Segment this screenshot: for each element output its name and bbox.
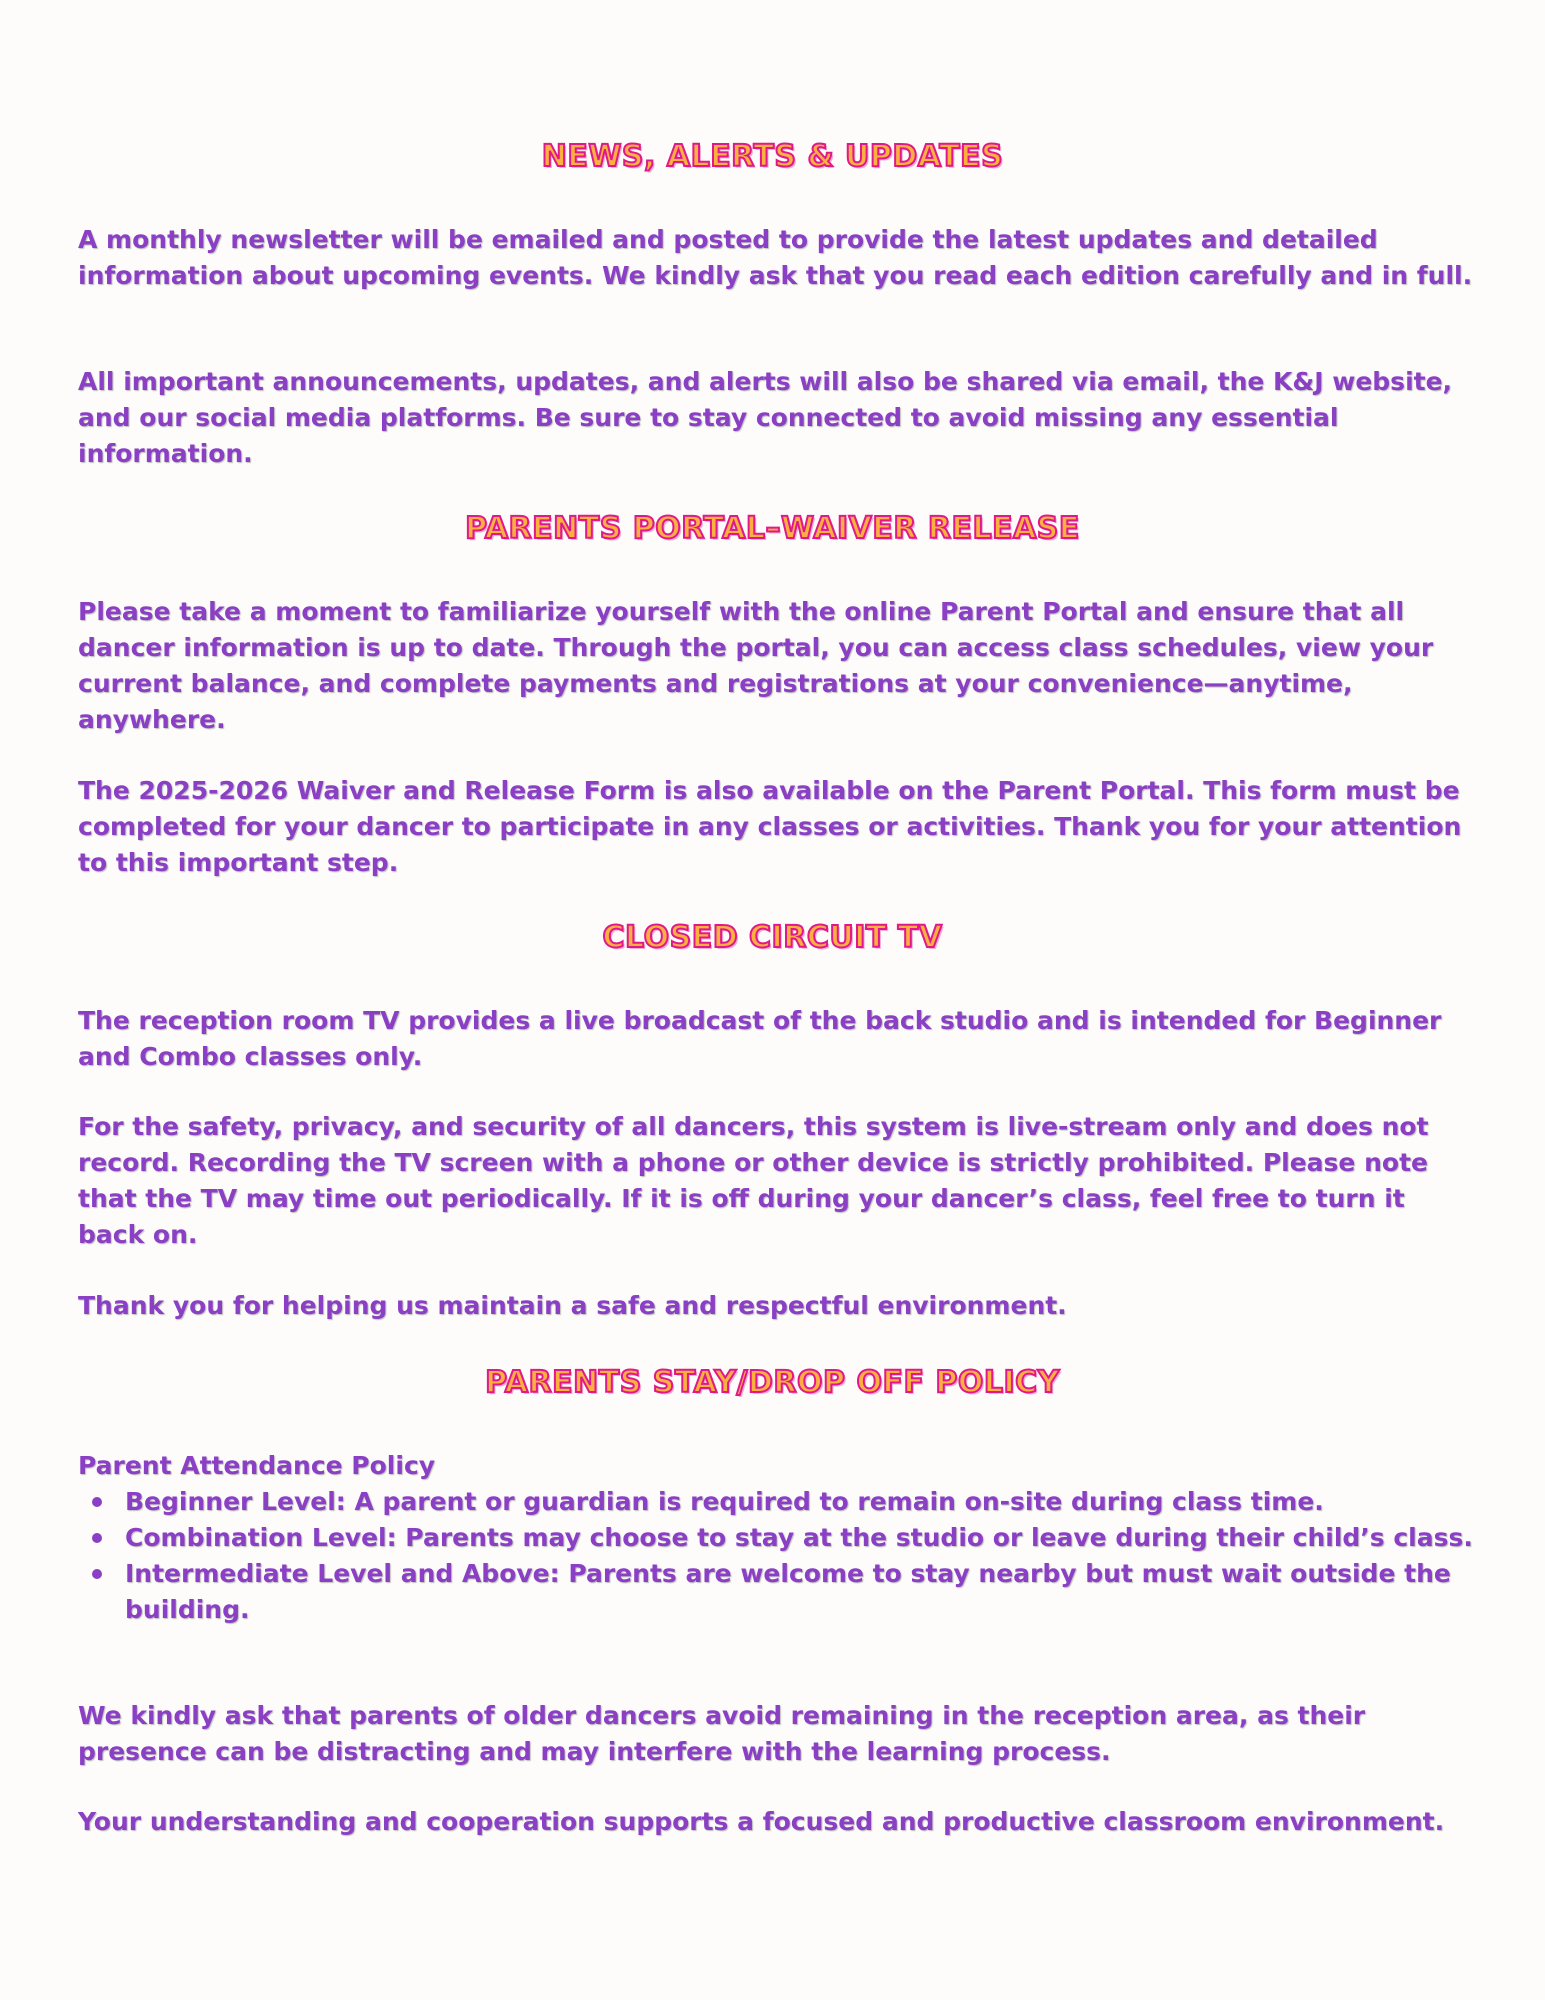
list-item: Beginner Level: A parent or guardian is required to remain on-site during class time. — [78, 1484, 1478, 1520]
portal-heading: PARENTS PORTAL–WAIVER RELEASE — [465, 511, 1080, 546]
cctv-paragraph-3: Thank you for helping us maintain a safe and respectful environment. — [78, 1291, 1067, 1320]
list-item: Intermediate Level and Above: Parents are welcome to stay nearby but must wait outside the building. — [78, 1556, 1478, 1628]
cctv-paragraph-1: The reception room TV provides a live broadcast of the back studio and is intended for Beginner and Combo classes only. — [78, 1006, 1442, 1071]
dropoff-subheading: Parent Attendance Policy — [78, 1451, 436, 1480]
portal-paragraph-1: Please take a moment to familiarize yourself with the online Parent Portal and ensure that all dancer information is up to date. Through the portal, you can access class schedules, view your current balance, and complete payments and registrations at your convenience—anytime, anywhere. — [78, 597, 1434, 734]
cctv-paragraph-2: For the safety, privacy, and security of all dancers, this system is live-stream only and does not record. Recording the TV screen with a phone or other device is strictly prohibited. Please note that the TV may time out periodically. If it is off during your dancer’s class, feel free to turn it back on. — [78, 1112, 1429, 1249]
dropoff-paragraph-1: We kindly ask that parents of older dancers avoid remaining in the reception area, as their presence can be distracting and may interfere with the learning process. — [78, 1701, 1366, 1766]
dropoff-heading: PARENTS STAY/DROP OFF POLICY — [485, 1365, 1060, 1400]
portal-paragraph-2: The 2025-2026 Waiver and Release Form is also available on the Parent Portal. This form must be completed for your dancer to participate in any classes or activities. Thank you for your attention to this important step. — [78, 776, 1462, 877]
attendance-policy-list — [78, 1484, 1478, 1628]
news-paragraph-2: All important announcements, updates, and alerts will also be shared via email, the K&J website, and our social media platforms. Be sure to stay connected to avoid missing any essential information. — [78, 367, 1453, 468]
news-heading: NEWS, ALERTS & UPDATES — [541, 139, 1004, 174]
list-item: Combination Level: Parents may choose to stay at the studio or leave during their child’s class. — [78, 1520, 1478, 1556]
dropoff-paragraph-2: Your understanding and cooperation supports a focused and productive classroom environment. — [78, 1807, 1445, 1836]
cctv-heading: CLOSED CIRCUIT TV — [602, 920, 943, 955]
news-paragraph-1: A monthly newsletter will be emailed and posted to provide the latest updates and detailed information about upcoming events. We kindly ask that you read each edition carefully and in full. — [78, 225, 1473, 290]
